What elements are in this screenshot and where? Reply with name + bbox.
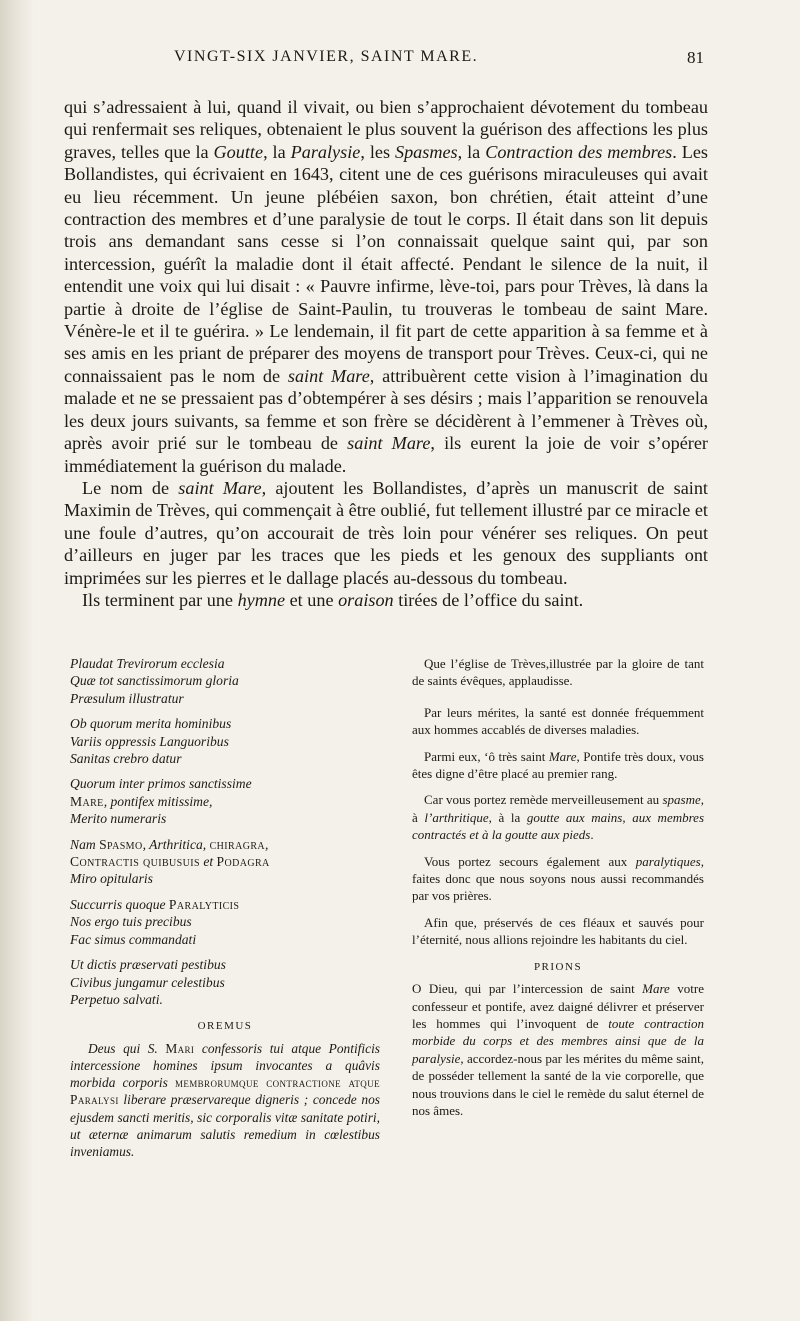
text-run: , Pontife très doux, vous êtes digne d’être placé au premier rang.: [412, 748, 704, 782]
hymn-line: [70, 896, 380, 913]
small-caps-text: Contractis quibusuis: [70, 854, 200, 870]
text-run: , attribuèrent cette vision à l’imagination du malade et ne se pressaient pas d’obtempérer à ses désirs ; mais l’apparition se renouvela les deux jours suivants, sa femme et son frère se décidèrent à l’emmener à Trèves où, après avoir prié sur le tombeau de: [64, 365, 709, 454]
text-run: ,: [265, 836, 269, 852]
oremus-prayer: [70, 1040, 380, 1160]
text-run: Quæ tot sanctissimorum gloria: [70, 673, 239, 689]
text-run: Nos ergo tuis precibus: [70, 914, 192, 930]
page-header: [64, 48, 704, 78]
text-run: qui s’adressaient à lui, quand il vivait, ou bien s’approchaient dévotement du tombeau qui renfermait ses reliques, obtenaient le plus souvent la guérison des affections les plus graves, telles que la: [64, 97, 708, 162]
hymn-stanza: [70, 956, 380, 1008]
text-run: , ajoutent les Bollandistes, d’après un manuscrit de saint Maximin de Trèves, qui commençait à être oublié, fut tellement illustré par ce miracle et une foule d’autres, qu’on accourait de très loin pour vénérer ses reliques. On peut d’ailleurs en juger par les traces que les pieds et les genoux des suppliants ont imprimées sur les pierres et le dallage placés au-dessous du tombeau.: [64, 477, 708, 588]
text-run: Car vous portez remède merveilleusement au: [424, 792, 663, 808]
hymn-line: [70, 913, 380, 930]
translation-paragraph: [412, 853, 704, 905]
italic-text: saint Mare: [178, 477, 262, 498]
translation-paragraph: [412, 704, 704, 739]
text-run: Deus qui S.: [88, 1040, 166, 1056]
text-run: Succurris quoque: [70, 896, 169, 912]
italic-text: hymne: [237, 589, 286, 610]
hymn-line: [70, 672, 380, 689]
hymn-line: [70, 991, 380, 1008]
hymn-line: [70, 775, 380, 792]
small-caps-text: Paralyticis: [168, 896, 240, 912]
text-run: Ob quorum merita hominibus: [70, 716, 232, 732]
italic-text: Paralysie: [290, 141, 361, 162]
text-run: O Dieu, qui par l’intercession de saint: [412, 981, 643, 997]
small-caps-text: Mari: [165, 1040, 195, 1056]
hymn-stanza: [70, 775, 380, 827]
prions-prayer: [412, 980, 704, 1119]
text-run: et une: [285, 589, 339, 610]
latin-column: [70, 655, 380, 1160]
text-run: Vous portez secours également aux: [424, 853, 636, 869]
translation-paragraph: [412, 791, 704, 843]
italic-text: Mare: [548, 748, 577, 764]
text-run: Ut dictis præservati pestibus: [70, 957, 226, 973]
text-run: , à la: [488, 809, 527, 825]
text-run: Que l’église de Trèves,illustrée par la gloire de tant de saints évêques, applaudisse.: [412, 656, 704, 689]
hymn-line: [70, 690, 380, 707]
text-run: Quorum inter primos sanctissime: [70, 776, 252, 792]
hymn-line: [70, 810, 380, 827]
text-run: Perpetuo salvati.: [70, 991, 163, 1007]
page-gutter-shadow: [0, 0, 34, 1321]
hymn-line: [70, 715, 380, 732]
running-head: VINGT-SIX JANVIER, SAINT MARE.: [174, 48, 479, 65]
text-run: Miro opitularis: [70, 871, 153, 887]
italic-text: saint Mare: [347, 433, 431, 454]
text-run: Plaudat Trevirorum ecclesia: [70, 656, 225, 671]
text-run: , ils eurent la joie de voir s’opérer immédiatement la guérison du malade.: [64, 433, 708, 476]
text-run: , faites donc que nous soyons nous aussi recommandés par vos prières.: [412, 853, 704, 904]
italic-text: Goutte: [213, 141, 264, 162]
text-run: votre confesseur et pontife, avez daigné délivrer et préserver les hommes qui l’invoquent de: [412, 981, 704, 1031]
text-run: ,: [142, 836, 150, 852]
body-paragraph: [64, 477, 708, 589]
small-caps-text: chiragra: [209, 836, 266, 852]
hymn-stanza: [70, 655, 380, 707]
text-run: . Les Bollandistes, qui écrivaient en 1643, citent une de ces guérisons miraculeuses qui avait eu lieu récemment. Un jeune plébéien saxon, bon chrétien, était atteint d’une contraction des membres et d’une paralysie de tout le corps. Il était dans son lit depuis trois ans demandant sans cesse si l’on connaissait quelque saint qui, par son intercession, guérît la maladie dont il était affecté. Pendant le silence de la nuit, il entendit une voix qui lui disait : « Pauvre infirme, lève-toi, pars pour Trèves, là dans la partie à droite de l’église de Saint-Paulin, tu trouveras le tombeau de saint Mare. Vénère-le et il te guérira. » Le lendemain, il fit part de cette apparition à sa femme et à ses amis en les priant de préparer des moyens de transport pour Trèves. Ceux-ci, qui ne connaissaient pas le nom de: [64, 141, 708, 386]
text-run: , la: [263, 141, 291, 162]
italic-text: spasme: [662, 792, 701, 808]
page-number: 81: [687, 48, 704, 67]
hymn-line: [70, 750, 380, 767]
text-run: Sanitas crebro datur: [70, 751, 182, 767]
text-run: , pontifex mitissime,: [103, 793, 213, 809]
prions-heading: PRIONS: [533, 960, 583, 973]
small-caps-text: Mare: [70, 793, 104, 809]
main-body-text: [64, 96, 708, 611]
text-run: , les: [360, 141, 395, 162]
hymn-stanza: [70, 715, 380, 767]
text-run: Le nom de: [82, 477, 179, 498]
italic-text: Spasmes: [394, 141, 458, 162]
italic-text: toute contraction morbide du corps et des membres ainsi que de la paralysie: [412, 1015, 705, 1066]
italic-text: oraison: [338, 589, 394, 610]
text-run: Variis oppressis Languoribus: [70, 733, 229, 749]
hymn-line: [70, 956, 380, 973]
body-paragraph: [64, 96, 708, 477]
italic-text: l’arthritique: [424, 809, 489, 825]
text-run: Nam: [70, 836, 100, 852]
italic-text: paralytiques: [635, 853, 701, 869]
hymn-line: [70, 793, 380, 810]
text-run: .: [590, 827, 594, 843]
small-caps-text: Podagra: [216, 854, 270, 870]
french-hymn-translation: [412, 655, 704, 949]
small-caps-text: Spasmo: [99, 836, 143, 852]
text-run: et: [199, 854, 217, 870]
text-run: , accordez-nous par les mérites du même saint, de posséder tellement la santé de la vie corporelle, que nous trouvions dans le ciel le remède du salut éternel de nos âmes.: [412, 1050, 704, 1118]
italic-text: goutte aux mains, aux membres contractés et à la goutte aux pieds: [412, 809, 705, 843]
translation-paragraph: [412, 748, 704, 783]
text-run: Par leurs mérites, la santé est donnée fréquemment aux hommes accablés de diverses maladies.: [412, 704, 704, 738]
text-run: liberare præservareque digneris ; concede nos ejusdem sancti meritis, sic corporalis vitæ sanitate potiri, ut æternæ animarum salutis remedium in cœlestibus inveniamus.: [70, 1092, 380, 1159]
hymn-line: [70, 733, 380, 750]
hymn-line: [70, 836, 380, 853]
text-run: , la: [457, 141, 486, 162]
text-run: Merito numeraris: [70, 811, 167, 827]
text-run: Præsulum illustratur: [70, 690, 184, 706]
hymn-line: [70, 853, 380, 870]
body-paragraph: [64, 589, 708, 611]
text-run: Fac simus commandati: [70, 931, 197, 947]
text-run: ,: [202, 836, 210, 852]
translation-paragraph: [412, 655, 704, 690]
hymn-stanza: [70, 896, 380, 948]
text-run: Ils terminent par une: [82, 589, 238, 610]
hymn-line: [70, 931, 380, 948]
small-caps-text: membrorumque contractione atque Paralysi: [70, 1075, 380, 1108]
french-column: [412, 655, 704, 1128]
italic-text: Contraction des membres: [485, 141, 673, 162]
italic-text: Arthritica: [149, 836, 203, 852]
hymn-line: [70, 655, 380, 672]
text-run: confessoris tui atque Pontificis intercessione homines ipsum invocantes a quâvis morbida corporis: [70, 1040, 380, 1091]
text-run: Parmi eux, ‘ô très saint: [424, 748, 549, 764]
translation-paragraph: [412, 914, 704, 949]
hymn-line: [70, 974, 380, 991]
hymn-line: [70, 870, 380, 887]
italic-text: saint Mare: [287, 365, 370, 386]
text-run: tirées de l’office du saint.: [393, 589, 584, 610]
oremus-heading: OREMUS: [197, 1020, 253, 1033]
latin-hymn: [70, 655, 380, 1008]
text-run: , à: [412, 792, 704, 825]
text-run: Afin que, préservés de ces fléaux et sauvés pour l’éternité, nous allions rejoindre les habitants du ciel.: [412, 914, 704, 948]
italic-text: Mare: [642, 981, 670, 997]
hymn-stanza: [70, 836, 380, 888]
text-run: Civibus jungamur celestibus: [70, 974, 225, 990]
